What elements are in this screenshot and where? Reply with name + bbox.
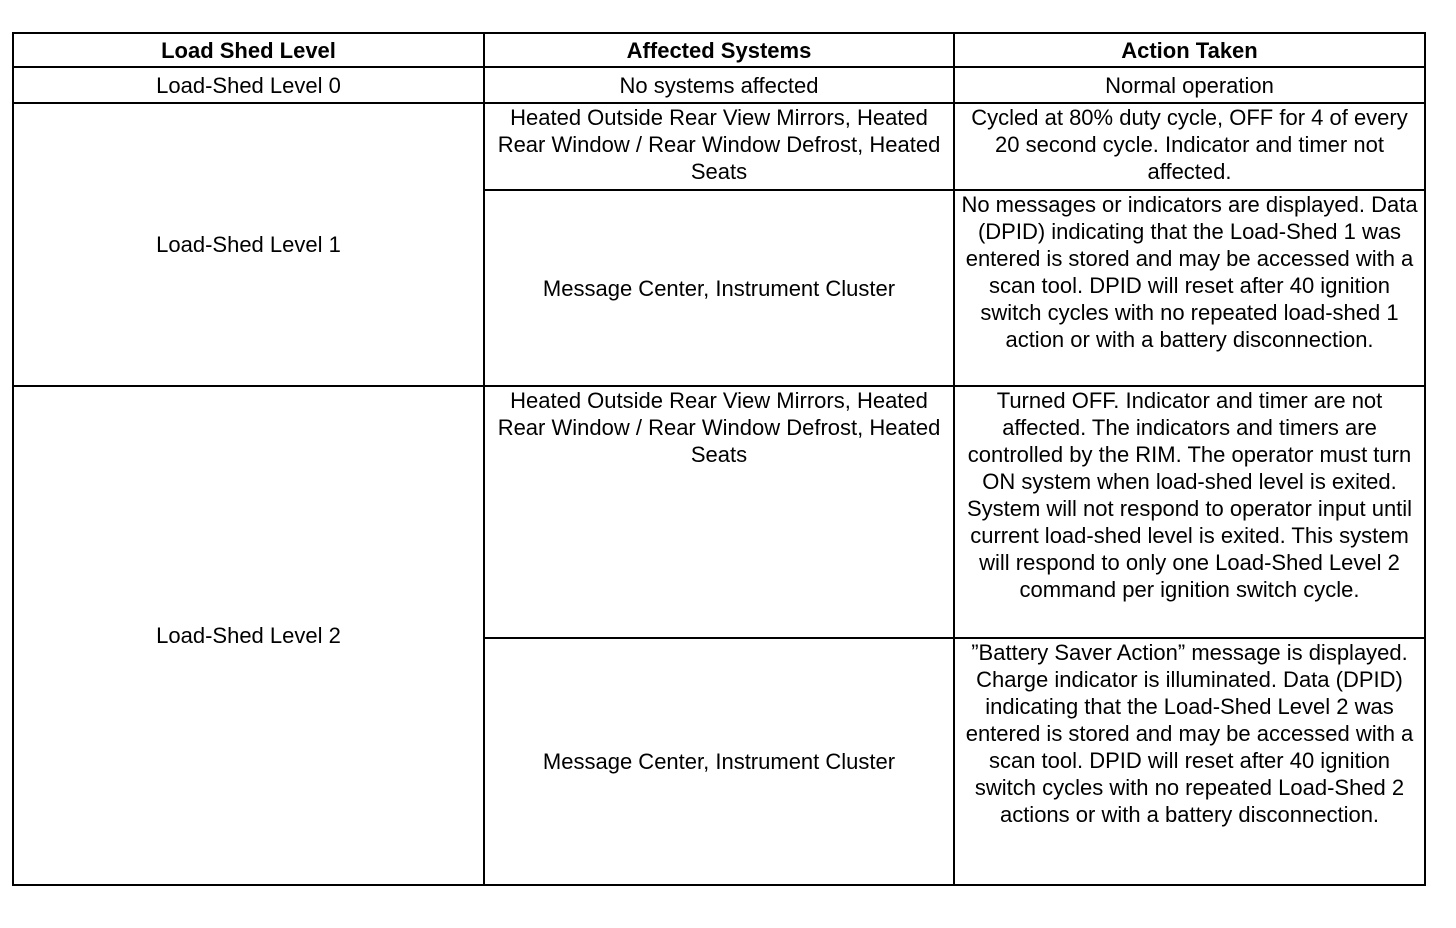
load-shed-table — [12, 32, 1426, 886]
level-0-action-cell: Normal operation — [954, 67, 1425, 103]
level-1-message-action-cell: No messages or indicators are displayed. Data (DPID) indicating that the Load-Shed 1 was entered is stored and may be accessed with a scan tool. DPID will reset after 40 ignition switch cycles with no repeated load-shed 1 action or with a battery disconnection. — [954, 190, 1425, 386]
header-affected-systems: Affected Systems — [484, 33, 954, 67]
table-row-level-1-heated — [13, 103, 1425, 190]
level-2-message-action-cell: ”Battery Saver Action” message is displayed. Charge indicator is illuminated. Data (DPID) indicating that the Load-Shed Level 2 was entered is stored and may be accessed with a scan tool. DPID will reset after 40 ignition switch cycles with no repeated Load-Shed 2 actions or with a battery disconnection. — [954, 638, 1425, 885]
level-1-heated-action-cell: Cycled at 80% duty cycle, OFF for 4 of every 20 second cycle. Indicator and timer not affected. — [954, 103, 1425, 190]
level-2-message-systems-cell: Message Center, Instrument Cluster — [484, 638, 954, 885]
header-action-taken: Action Taken — [954, 33, 1425, 67]
level-1-message-systems-cell: Message Center, Instrument Cluster — [484, 190, 954, 386]
header-row — [13, 33, 1425, 67]
level-1-cell: Load-Shed Level 1 — [13, 103, 484, 386]
table-row-level-2-heated — [13, 386, 1425, 638]
level-2-heated-systems-cell: Heated Outside Rear View Mirrors, Heated Rear Window / Rear Window Defrost, Heated Seats — [484, 386, 954, 638]
level-1-heated-systems-cell: Heated Outside Rear View Mirrors, Heated Rear Window / Rear Window Defrost, Heated Seats — [484, 103, 954, 190]
table-row-level-0 — [13, 67, 1425, 103]
level-2-heated-action-cell: Turned OFF. Indicator and timer are not affected. The indicators and timers are controlled by the RIM. The operator must turn ON system when load-shed level is exited. System will not respond to operator input until current load-shed level is exited. This system will respond to only one Load-Shed Level 2 command per ignition switch cycle. — [954, 386, 1425, 638]
header-load-shed-level: Load Shed Level — [13, 33, 484, 67]
level-2-cell: Load-Shed Level 2 — [13, 386, 484, 885]
level-0-cell: Load-Shed Level 0 — [13, 67, 484, 103]
level-0-systems-cell: No systems affected — [484, 67, 954, 103]
